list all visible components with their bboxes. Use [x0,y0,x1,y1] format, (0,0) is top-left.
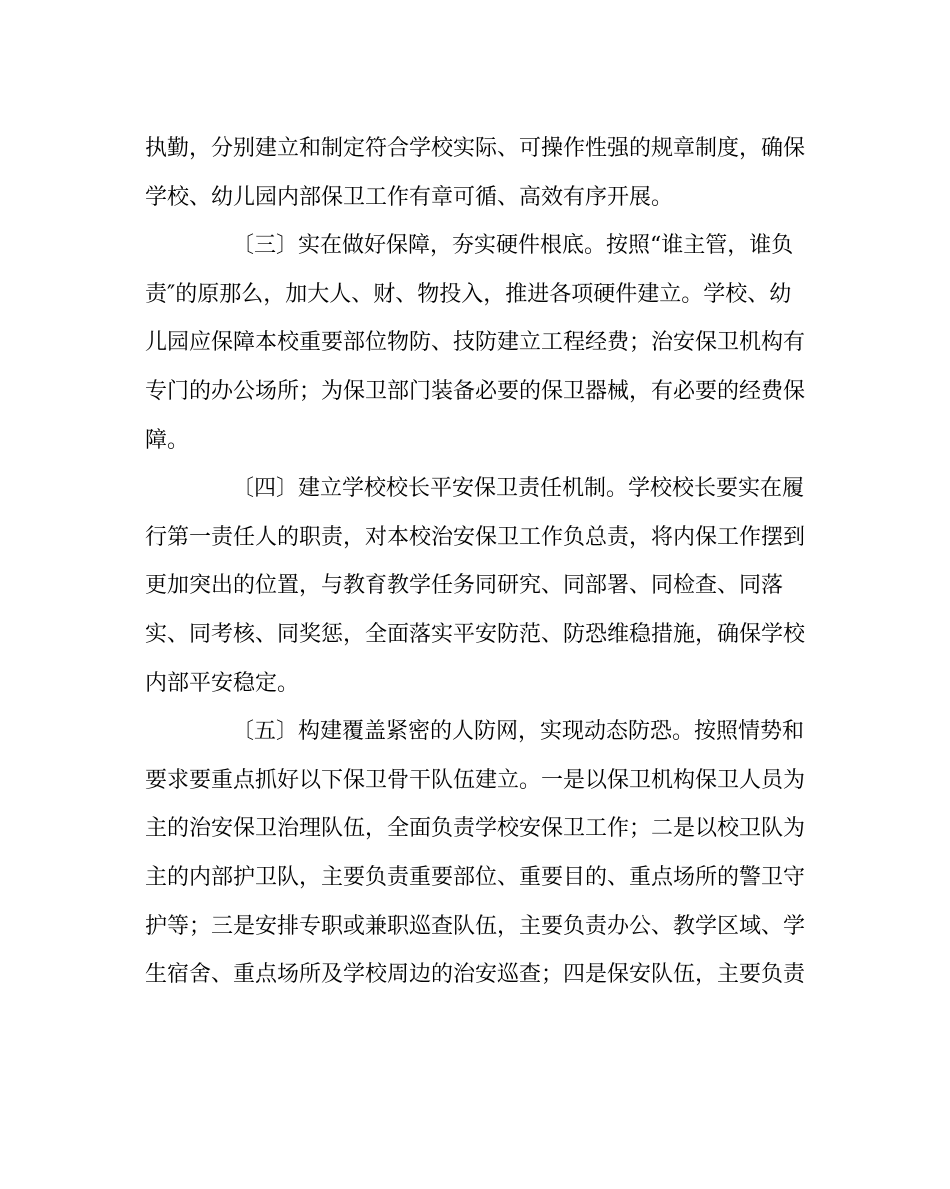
document-body [145,125,805,1000]
paragraph-section-5 [145,708,805,1000]
text-line: 执勤，分别建立和制定符合学校实际、可操作性强的规章制度，确保 [145,136,806,161]
text-line: 主的治安保卫治理队伍，全面负责学校安保卫工作；二是以校卫队为 [145,816,806,842]
text-line: 学校、幼儿园内部保卫工作有章可循、高效有序开展。 [145,184,674,210]
text-line: 儿园应保障本校重要部位物防、技防建立工程经费；治安保卫机构有 [145,330,806,356]
text-line: 主的内部护卫队，主要负责重要部位、重要目的、重点场所的警卫守 [145,864,806,890]
paragraph-continuation [145,125,805,222]
text-line: 专门的办公场所；为保卫部门装备必要的保卫器械，有必要的经费保 [145,378,806,404]
text-line: 障。 [145,427,190,453]
text-line: 行第一责任人的职责，对本校治安保卫工作负总责，将内保工作摆到 [145,524,806,550]
text-line: 责″的原那么，加大人、财、物投入，推进各项硬件建立。学校、幼 [145,281,792,307]
text-line: 〔四〕建立学校校长平安保卫责任机制。学校校长要实在履 [232,476,805,502]
text-line: 要求要重点抓好以下保卫骨干队伍建立。一是以保卫机构保卫人员为 [145,767,806,793]
text-line: 护等；三是安排专职或兼职巡查队伍，主要负责办公、教学区域、学 [145,913,806,939]
paragraph-section-4 [145,465,805,708]
text-line: 实、同考核、同奖惩，全面落实平安防范、防恐维稳措施，确保学校 [145,621,806,647]
paragraph-section-3 [145,222,805,465]
text-line: 内部平安稳定。 [145,670,300,696]
text-line: 更加突出的位置，与教育教学任务同研究、同部署、同检查、同落 [145,573,784,599]
text-line: 生宿舍、重点场所及学校周边的治安巡查；四是保安队伍，主要负责 [145,962,806,988]
text-line: 〔五〕构建覆盖紧密的人防网，实现动态防恐。按照情势和 [232,719,805,745]
text-line: 〔三〕实在做好保障，夯实硬件根底。按照“谁主管，谁负 [232,233,794,259]
